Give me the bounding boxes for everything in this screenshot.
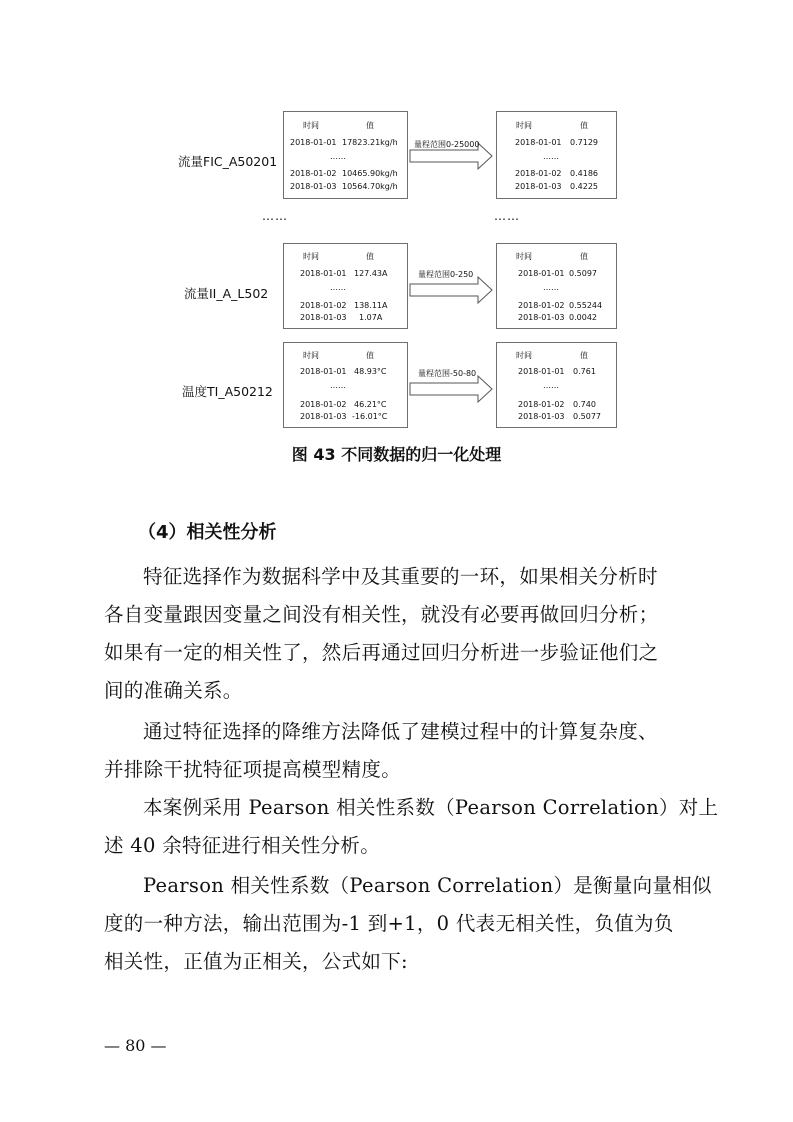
cell-ellipsis: …… [543, 283, 559, 292]
cell-value: 1.07A [359, 313, 383, 322]
cell-value: 0.4225 [570, 182, 598, 191]
cell-time: 2018-01-02 [518, 301, 565, 310]
row-1-arrow-label: 量程范围0-25000 [414, 140, 480, 149]
arrow-row-2 [410, 277, 492, 303]
body-line: 间的准确关系。 [104, 679, 243, 702]
cell-time: 2018-01-01 [518, 367, 565, 376]
cell-value: 0.761 [573, 367, 596, 376]
cell-value: 48.93°C [354, 367, 387, 376]
cell-time: 2018-01-01 [300, 269, 347, 278]
col-time-header: 时间 [303, 351, 319, 360]
cell-ellipsis: …… [330, 152, 346, 161]
cell-time: 2018-01-02 [300, 400, 347, 409]
page-number: — 80 — [104, 1036, 167, 1055]
cell-value: 0.55244 [569, 301, 603, 310]
cell-time: 2018-01-03 [290, 182, 337, 191]
row-3-normalized-table [496, 342, 617, 428]
body-line: 特征选择作为数据科学中及其重要的一环，如果相关分析时 [143, 565, 658, 588]
body-line: 本案例采用 Pearson 相关性系数（Pearson Correlation）对上 [143, 796, 719, 819]
body-line: 如果有一定的相关性了，然后再通过回归分析进一步验证他们之 [104, 641, 659, 664]
col-time-header: 时间 [303, 121, 319, 130]
cell-value: 127.43A [354, 269, 388, 278]
cell-time: 2018-01-02 [518, 400, 565, 409]
col-value-header: 值 [366, 252, 374, 261]
gap-ellipsis-left: …… [262, 209, 288, 223]
body-line: 述 40 余特征进行相关性分析。 [104, 834, 381, 857]
cell-time: 2018-01-03 [515, 182, 562, 191]
body-line: 相关性，正值为正相关，公式如下: [104, 950, 408, 973]
cell-value: 17823.21kg/h [342, 138, 398, 147]
row-1-label: 流量FIC_A50201 [178, 154, 278, 169]
cell-value: 0.5097 [569, 269, 597, 278]
col-value-header: 值 [580, 252, 588, 261]
body-line: 通过特征选择的降维方法降低了建模过程中的计算复杂度、 [143, 720, 658, 743]
row-3-label: 温度TI_A50212 [182, 384, 273, 399]
arrow-row-3 [410, 376, 492, 402]
cell-time: 2018-01-02 [515, 169, 562, 178]
cell-ellipsis: …… [543, 381, 559, 390]
body-line: 各自变量跟因变量之间没有相关性，就没有必要再做回归分析； [104, 603, 659, 626]
cell-time: 2018-01-01 [515, 138, 562, 147]
col-time-header: 时间 [516, 121, 532, 130]
body-line: Pearson 相关性系数（Pearson Correlation）是衡量向量相似 [143, 874, 712, 897]
col-value-header: 值 [580, 121, 588, 130]
cell-value: 0.0042 [569, 313, 597, 322]
col-time-header: 时间 [516, 351, 532, 360]
cell-ellipsis: …… [330, 283, 346, 292]
cell-value: 138.11A [354, 301, 388, 310]
row-2-normalized-table [496, 243, 617, 329]
body-line: 度的一种方法，输出范围为-1 到+1，0 代表无相关性，负值为负 [104, 912, 674, 935]
cell-ellipsis: …… [330, 381, 346, 390]
col-time-header: 时间 [303, 252, 319, 261]
row-2-arrow-label: 量程范围0-250 [418, 270, 474, 279]
col-value-header: 值 [580, 351, 588, 360]
cell-time: 2018-01-01 [290, 138, 337, 147]
col-value-header: 值 [366, 351, 374, 360]
cell-ellipsis: …… [543, 152, 559, 161]
cell-value: 0.7129 [570, 138, 598, 147]
cell-time: 2018-01-03 [300, 313, 347, 322]
cell-time: 2018-01-01 [300, 367, 347, 376]
cell-value: 10465.90kg/h [342, 169, 398, 178]
cell-time: 2018-01-01 [518, 269, 565, 278]
gap-ellipsis-right: …… [494, 209, 520, 223]
cell-value: 10564.70kg/h [342, 182, 398, 191]
row-3-arrow-label: 量程范围-50-80 [418, 369, 477, 378]
col-time-header: 时间 [516, 252, 532, 261]
cell-time: 2018-01-02 [300, 301, 347, 310]
row-1-normalized-table [496, 111, 617, 199]
figure-caption: 图 43 不同数据的归一化处理 [291, 445, 502, 464]
cell-value: 0.740 [573, 400, 596, 409]
cell-value: 46.21°C [354, 400, 387, 409]
cell-time: 2018-01-02 [290, 169, 337, 178]
body-line: 并排除干扰特征项提高模型精度。 [104, 758, 402, 781]
col-value-header: 值 [366, 121, 374, 130]
cell-value: 0.4186 [570, 169, 598, 178]
row-2-source-table [283, 243, 408, 329]
row-3-source-table [283, 342, 408, 428]
cell-value: 0.5077 [573, 412, 601, 421]
cell-value: -16.01°C [352, 412, 388, 421]
row-2-label: 流量II_A_L502 [184, 286, 269, 301]
row-1-source-table [283, 111, 408, 199]
cell-time: 2018-01-03 [518, 313, 565, 322]
cell-time: 2018-01-03 [300, 412, 347, 421]
cell-time: 2018-01-03 [518, 412, 565, 421]
section-heading: （4）相关性分析 [138, 522, 277, 543]
